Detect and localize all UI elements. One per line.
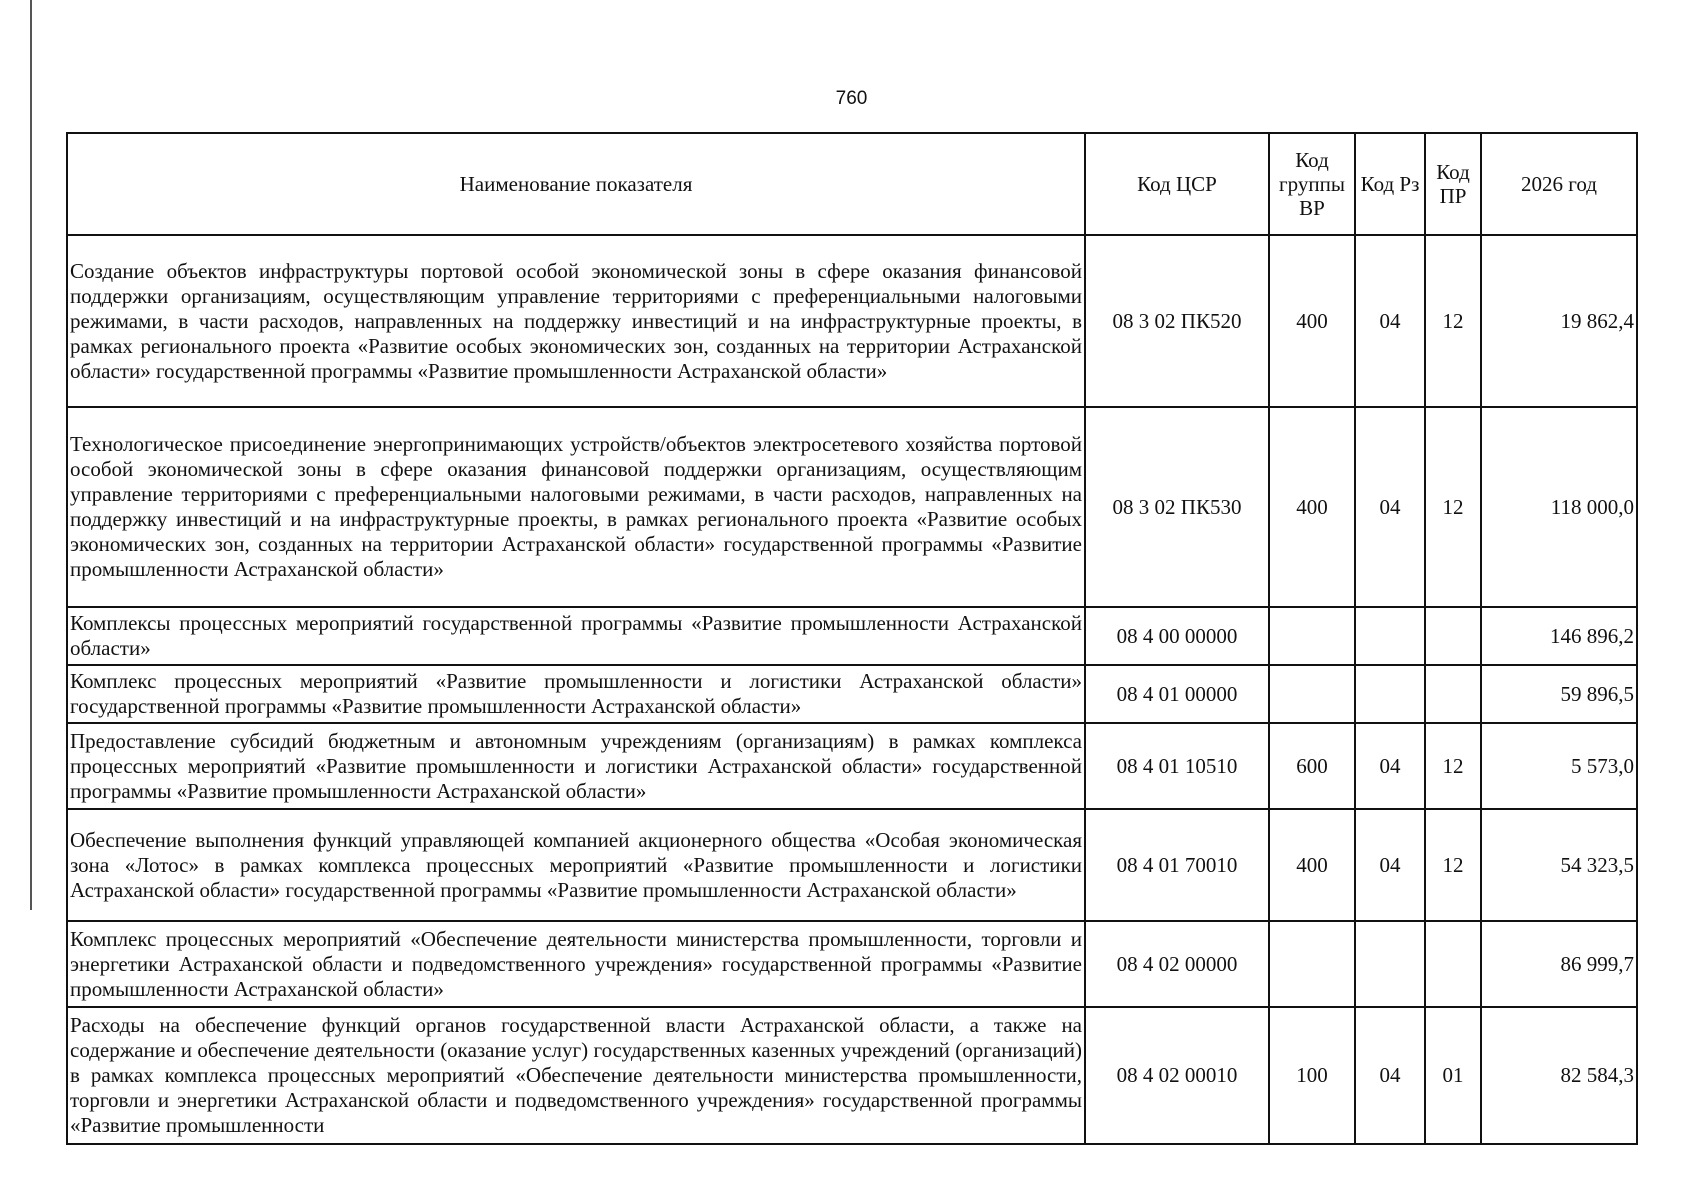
budget-table	[66, 132, 1638, 1145]
row-vr: 400	[1269, 809, 1355, 921]
row-vr	[1269, 607, 1355, 665]
header-name: Наименование показателя	[67, 133, 1085, 235]
row-amount: 19 862,4	[1481, 235, 1637, 407]
row-amount: 86 999,7	[1481, 921, 1637, 1007]
table-row	[67, 407, 1637, 607]
row-pr	[1425, 665, 1481, 723]
table-row	[67, 723, 1637, 809]
row-name: Предоставление субсидий бюджетным и автономным учреждениям (организациям) в рамках комплекса процессных мероприятий «Развитие промышленности и логистики Астраханской области» государственной программы «Развитие промышленности Астраханской области»	[67, 723, 1085, 809]
header-rz: Код Рз	[1355, 133, 1425, 235]
row-amount: 146 896,2	[1481, 607, 1637, 665]
page-number-text: 760	[835, 88, 868, 109]
table-row	[67, 921, 1637, 1007]
row-rz	[1355, 607, 1425, 665]
table-row	[67, 235, 1637, 407]
header-year: 2026 год	[1481, 133, 1637, 235]
row-vr	[1269, 665, 1355, 723]
row-vr: 600	[1269, 723, 1355, 809]
table-row	[67, 809, 1637, 921]
row-pr	[1425, 921, 1481, 1007]
header-pr: Код ПР	[1425, 133, 1481, 235]
row-pr: 12	[1425, 723, 1481, 809]
row-csr: 08 3 02 ПК530	[1085, 407, 1269, 607]
table-row	[67, 1007, 1637, 1144]
table-row	[67, 665, 1637, 723]
row-rz: 04	[1355, 809, 1425, 921]
row-pr: 12	[1425, 407, 1481, 607]
table-row	[67, 607, 1637, 665]
table-body	[67, 235, 1637, 1144]
row-vr: 100	[1269, 1007, 1355, 1144]
row-vr: 400	[1269, 407, 1355, 607]
row-rz: 04	[1355, 1007, 1425, 1144]
row-name: Создание объектов инфраструктуры портовой особой экономической зоны в сфере оказания финансовой поддержки организациям, осуществляющим управление территориями с преференциальными налоговыми режимами, в части расходов, направленных на поддержку инвестиций и на инфраструктурные проекты, в рамках регионального проекта «Развитие особых экономических зон, созданных на территории Астраханской области» государственной программы «Развитие промышленности Астраханской области»	[67, 235, 1085, 407]
row-name: Комплекс процессных мероприятий «Развитие промышленности и логистики Астраханской области» государственной программы «Развитие промышленности Астраханской области»	[67, 665, 1085, 723]
header-vr: Код группы ВР	[1269, 133, 1355, 235]
row-name: Расходы на обеспечение функций органов государственной власти Астраханской области, а также на содержание и обеспечение деятельности (оказание услуг) государственных казенных учреждений (организаций) в рамках комплекса процессных мероприятий «Обеспечение деятельности министерства промышленности, торговли и энергетики Астраханской области и подведомственного учреждения» государственной программы «Развитие промышленности	[67, 1007, 1085, 1144]
row-pr	[1425, 607, 1481, 665]
row-name: Технологическое присоединение энергопринимающих устройств/объектов электросетевого хозяйства портовой особой экономической зоны в сфере оказания финансовой поддержки организациям, осуществляющим управление территориями с преференциальными налоговыми режимами, в части расходов, направленных на поддержку инвестиций и на инфраструктурные проекты, в рамках регионального проекта «Развитие особых экономических зон, созданных на территории Астраханской области» государственной программы «Развитие промышленности Астраханской области»	[67, 407, 1085, 607]
row-vr: 400	[1269, 235, 1355, 407]
row-csr: 08 4 01 70010	[1085, 809, 1269, 921]
page-number	[0, 88, 1697, 110]
row-pr: 01	[1425, 1007, 1481, 1144]
binding-margin-line	[30, 0, 32, 910]
row-name: Обеспечение выполнения функций управляющей компанией акционерного общества «Особая экономическая зона «Лотос» в рамках комплекса процессных мероприятий «Развитие промышленности и логистики Астраханской области» государственной программы «Развитие промышленности Астраханской области»	[67, 809, 1085, 921]
row-csr: 08 4 01 00000	[1085, 665, 1269, 723]
row-name: Комплекс процессных мероприятий «Обеспечение деятельности министерства промышленности, торговли и энергетики Астраханской области и подведомственного учреждения» государственной программы «Развитие промышленности Астраханской области»	[67, 921, 1085, 1007]
row-vr	[1269, 921, 1355, 1007]
row-amount: 82 584,3	[1481, 1007, 1637, 1144]
row-name: Комплексы процессных мероприятий государственной программы «Развитие промышленности Астраханской области»	[67, 607, 1085, 665]
row-rz: 04	[1355, 407, 1425, 607]
header-row	[67, 133, 1637, 235]
row-amount: 118 000,0	[1481, 407, 1637, 607]
header-csr: Код ЦСР	[1085, 133, 1269, 235]
table-header	[67, 133, 1637, 235]
row-rz: 04	[1355, 723, 1425, 809]
row-csr: 08 4 01 10510	[1085, 723, 1269, 809]
row-rz: 04	[1355, 235, 1425, 407]
row-pr: 12	[1425, 809, 1481, 921]
row-rz	[1355, 921, 1425, 1007]
row-csr: 08 4 02 00000	[1085, 921, 1269, 1007]
row-amount: 5 573,0	[1481, 723, 1637, 809]
row-csr: 08 4 00 00000	[1085, 607, 1269, 665]
row-amount: 59 896,5	[1481, 665, 1637, 723]
row-csr: 08 3 02 ПК520	[1085, 235, 1269, 407]
row-csr: 08 4 02 00010	[1085, 1007, 1269, 1144]
row-amount: 54 323,5	[1481, 809, 1637, 921]
row-pr: 12	[1425, 235, 1481, 407]
row-rz	[1355, 665, 1425, 723]
